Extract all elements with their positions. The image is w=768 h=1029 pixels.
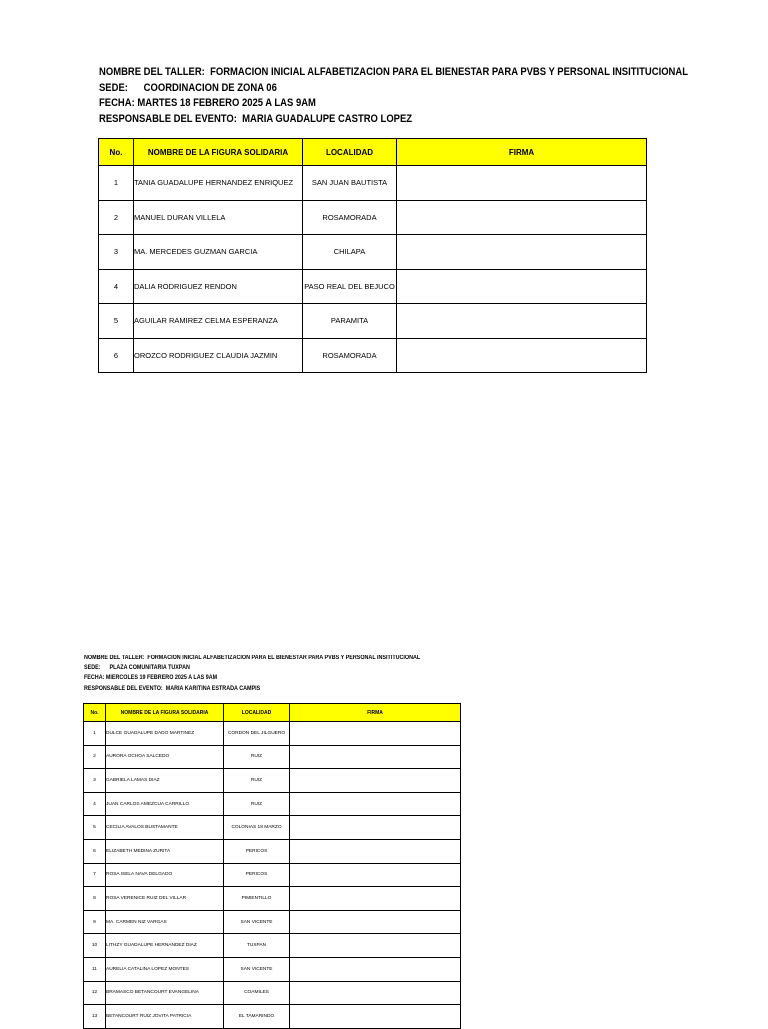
row-localidad: PASO REAL DEL BEJUCO — [303, 269, 397, 304]
table-row — [99, 304, 647, 339]
col-no: No. — [84, 704, 106, 722]
table-row — [84, 863, 461, 887]
col-nombre: NOMBRE DE LA FIGURA SOLIDARIA — [134, 139, 303, 166]
row-localidad: PERICOS — [224, 863, 290, 887]
sede-line: SEDE: PLAZA COMUNITARIA TUXPAN — [84, 665, 190, 672]
row-nombre: BETANCOURT RUIZ JOVITA PATRICIA — [106, 1005, 224, 1029]
row-number: 5 — [84, 816, 106, 840]
row-localidad: CORDON DEL JILGUERO — [224, 722, 290, 746]
row-number: 6 — [99, 338, 134, 373]
row-firma — [290, 745, 461, 769]
row-number: 12 — [84, 981, 106, 1005]
row-nombre: CECILIA AVALOS BUSTAMANTE — [106, 816, 224, 840]
row-number: 1 — [84, 722, 106, 746]
row-number: 2 — [84, 745, 106, 769]
row-nombre: JUAN CARLOS AMEZCUA CARRILLO — [106, 792, 224, 816]
fecha-line: FECHA: MARTES 18 FEBRERO 2025 A LAS 9AM — [99, 97, 316, 109]
row-firma — [290, 863, 461, 887]
table-row — [84, 839, 461, 863]
row-firma — [290, 816, 461, 840]
table-row — [84, 910, 461, 934]
row-nombre: DALIA RODRIGUEZ RENDON — [134, 269, 303, 304]
row-number: 13 — [84, 1005, 106, 1029]
table-row — [84, 769, 461, 793]
row-firma — [290, 792, 461, 816]
row-localidad: RUIZ — [224, 792, 290, 816]
row-firma — [290, 769, 461, 793]
row-number: 3 — [99, 235, 134, 270]
row-localidad: RUIZ — [224, 745, 290, 769]
row-localidad: PARAMITA — [303, 304, 397, 339]
row-nombre: AGUILAR RAMIREZ CELMA ESPERANZA — [134, 304, 303, 339]
row-firma — [397, 200, 647, 235]
fecha-line: FECHA: MIERCOLES 19 FEBRERO 2025 A LAS 9AM — [84, 675, 218, 682]
sede-line: SEDE: COORDINACION DE ZONA 06 — [99, 81, 277, 94]
row-number: 3 — [84, 769, 106, 793]
row-number: 5 — [99, 304, 134, 339]
table-row — [84, 887, 461, 911]
table-row — [99, 200, 647, 235]
row-nombre: OROZCO RODRIGUEZ CLAUDIA JAZMIN — [134, 338, 303, 373]
row-nombre: BRAMASCO BETANCOURT EVANGELINA — [106, 981, 224, 1005]
row-localidad: COLONIAS 18 MARZO — [224, 816, 290, 840]
responsable-line: RESPONSABLE DEL EVENTO: MARIA GUADALUPE CASTRO LOPEZ — [99, 112, 413, 125]
row-firma — [290, 957, 461, 981]
table-row — [84, 816, 461, 840]
row-nombre: ROSA ISELA NAVA DELGADO — [106, 863, 224, 887]
table-row — [84, 957, 461, 981]
row-firma — [290, 910, 461, 934]
row-firma — [290, 887, 461, 911]
row-number: 8 — [84, 887, 106, 911]
row-number: 11 — [84, 957, 106, 981]
col-firma: FIRMA — [397, 139, 647, 166]
row-firma — [290, 934, 461, 958]
row-firma — [397, 269, 647, 304]
taller-line: NOMBRE DEL TALLER: FORMACION INICIAL ALFABETIZACION PARA EL BIENESTAR PARA PVBS Y PERSONAL INSITITUCIONAL — [84, 655, 421, 661]
table-row — [84, 722, 461, 746]
row-localidad: PERICOS — [224, 839, 290, 863]
row-number: 9 — [84, 910, 106, 934]
attendance-table — [98, 138, 647, 373]
table-row — [84, 745, 461, 769]
row-number: 7 — [84, 863, 106, 887]
col-localidad: LOCALIDAD — [224, 704, 290, 722]
row-localidad: RUIZ — [224, 769, 290, 793]
sheet-header — [99, 65, 688, 127]
row-firma — [397, 338, 647, 373]
row-localidad: SAN VICENTE — [224, 957, 290, 981]
sheet-header — [84, 653, 420, 694]
col-localidad: LOCALIDAD — [303, 139, 397, 166]
row-firma — [290, 839, 461, 863]
row-nombre: MA. CARMEN NIZ VARGAS — [106, 910, 224, 934]
row-nombre: AURORA OCHOA SALCEDO — [106, 745, 224, 769]
col-nombre: NOMBRE DE LA FIGURA SOLIDARIA — [106, 704, 224, 722]
table-row — [84, 1005, 461, 1029]
table-row — [84, 934, 461, 958]
table-row — [99, 235, 647, 270]
table-row — [99, 166, 647, 201]
row-localidad: COAMILES — [224, 981, 290, 1005]
row-localidad: SAN VICENTE — [224, 910, 290, 934]
row-number: 2 — [99, 200, 134, 235]
table-row — [99, 338, 647, 373]
table-row — [99, 269, 647, 304]
row-nombre: LITHZY GUADALUPE HERNANDEZ DIAZ — [106, 934, 224, 958]
col-no: No. — [99, 139, 134, 166]
row-firma — [397, 304, 647, 339]
row-nombre: DULCE GUADALUPE DADO MARTINEZ — [106, 722, 224, 746]
table-row — [84, 792, 461, 816]
row-number: 6 — [84, 839, 106, 863]
taller-line: NOMBRE DEL TALLER: FORMACION INICIAL ALFABETIZACION PARA EL BIENESTAR PARA PVBS Y PERSONAL INSITITUCIONAL — [99, 66, 689, 78]
row-localidad: SAN JUAN BAUTISTA — [303, 166, 397, 201]
row-nombre: AURELIA CATALINA LOPEZ MONTES — [106, 957, 224, 981]
row-nombre: MA. MERCEDES GUZMAN GARCIA — [134, 235, 303, 270]
table-row — [84, 981, 461, 1005]
table-header-row — [84, 704, 461, 722]
attendance-table — [83, 703, 461, 1029]
row-nombre: MANUEL DURAN VILLELA — [134, 200, 303, 235]
row-firma — [397, 235, 647, 270]
row-number: 10 — [84, 934, 106, 958]
row-localidad: ROSAMORADA — [303, 200, 397, 235]
row-localidad: ROSAMORADA — [303, 338, 397, 373]
row-localidad: EL TAMARINDO — [224, 1005, 290, 1029]
row-firma — [290, 722, 461, 746]
row-number: 4 — [84, 792, 106, 816]
row-number: 4 — [99, 269, 134, 304]
row-firma — [290, 1005, 461, 1029]
row-localidad: CHILAPA — [303, 235, 397, 270]
responsable-line: RESPONSABLE DEL EVENTO: MARIA KARITINA ESTRADA CAMPIS — [84, 685, 261, 692]
row-firma — [290, 981, 461, 1005]
table-body — [84, 722, 461, 1029]
row-nombre: GABRIELA LAMAS DIAZ — [106, 769, 224, 793]
row-nombre: ROSA VERENICE RUIZ DEL VILLAR — [106, 887, 224, 911]
row-localidad: PIMIENTILLO — [224, 887, 290, 911]
row-nombre: ELIZABETH MEDINA ZURITA — [106, 839, 224, 863]
table-header-row — [99, 139, 647, 166]
row-firma — [397, 166, 647, 201]
row-localidad: TUXPAN — [224, 934, 290, 958]
table-body — [99, 166, 647, 373]
row-number: 1 — [99, 166, 134, 201]
row-nombre: TANIA GUADALUPE HERNANDEZ ENRIQUEZ — [134, 166, 303, 201]
col-firma: FIRMA — [290, 704, 461, 722]
